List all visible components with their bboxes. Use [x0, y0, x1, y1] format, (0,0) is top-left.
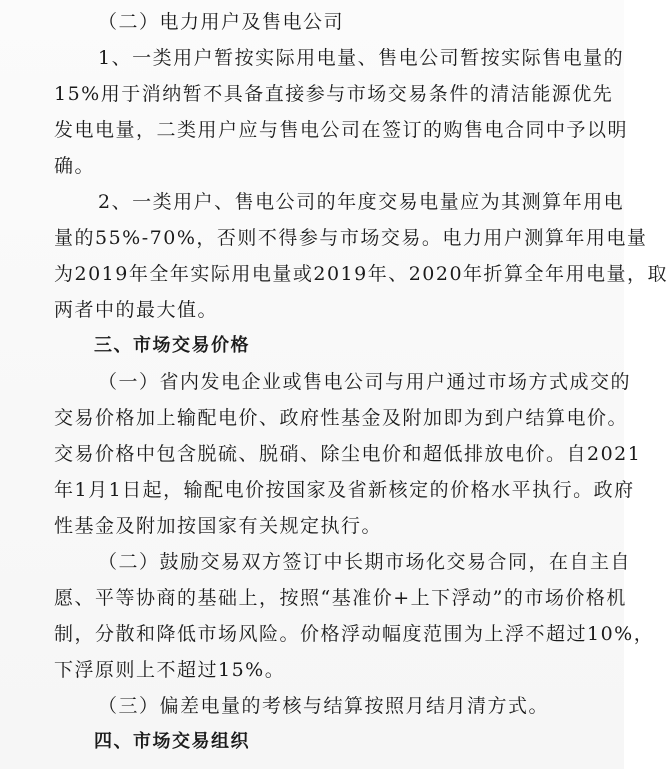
paragraph-line: 发电电量，二类用户应与售电公司在签订的购售电合同中予以明 — [54, 119, 629, 141]
paragraph-line: 1、一类用户暂按实际用电量、售电公司暂按实际售电量的 — [98, 47, 625, 69]
paragraph-line: （二）鼓励交易双方签订中长期市场化交易合同，在自主自 — [98, 551, 632, 573]
section-heading-market-price: 三、市场交易价格 — [94, 335, 250, 356]
paragraph-line: 交易价格加上输配电价、政府性基金及附加即为到户结算电价。 — [54, 407, 629, 429]
paragraph-line: 交易价格中包含脱硫、脱硝、除尘电价和超低排放电价。自2021 — [54, 443, 642, 465]
paragraph-line: （一）省内发电企业或售电公司与用户通过市场方式成交的 — [98, 371, 632, 393]
paragraph-line: 量的55%-70%，否则不得参与市场交易。电力用户测算年用电量 — [54, 227, 648, 249]
paragraph-line: 确。 — [54, 155, 96, 177]
paragraph-line: 下浮原则上不超过15%。 — [54, 659, 286, 681]
paragraph-line: （三）偏差电量的考核与结算按照月结月清方式。 — [98, 695, 550, 717]
paragraph-line: 15%用于消纳暂不具备直接参与市场交易条件的清洁能源优先 — [54, 83, 614, 105]
paragraph-line: 愿、平等协商的基础上，按照“基准价+上下浮动”的市场价格机 — [54, 587, 627, 609]
paragraph-line: 为2019年全年实际用电量或2019年、2020年折算全年用电量，取 — [54, 263, 668, 285]
paragraph-line: 2、一类用户、售电公司的年度交易电量应为其测算年用电 — [98, 191, 625, 213]
paragraph-line: 年1月1日起，输配电价按国家及省新核定的价格水平执行。政府 — [54, 479, 635, 501]
paragraph-line: 性基金及附加按国家有关规定执行。 — [54, 515, 383, 537]
section-heading-market-organization: 四、市场交易组织 — [94, 731, 250, 752]
subheading-power-users: （二）电力用户及售电公司 — [98, 11, 345, 33]
paragraph-line: 制，分散和降低市场风险。价格浮动幅度范围为上浮不超过10%， — [54, 623, 655, 645]
paragraph-line: 两者中的最大值。 — [54, 299, 219, 321]
